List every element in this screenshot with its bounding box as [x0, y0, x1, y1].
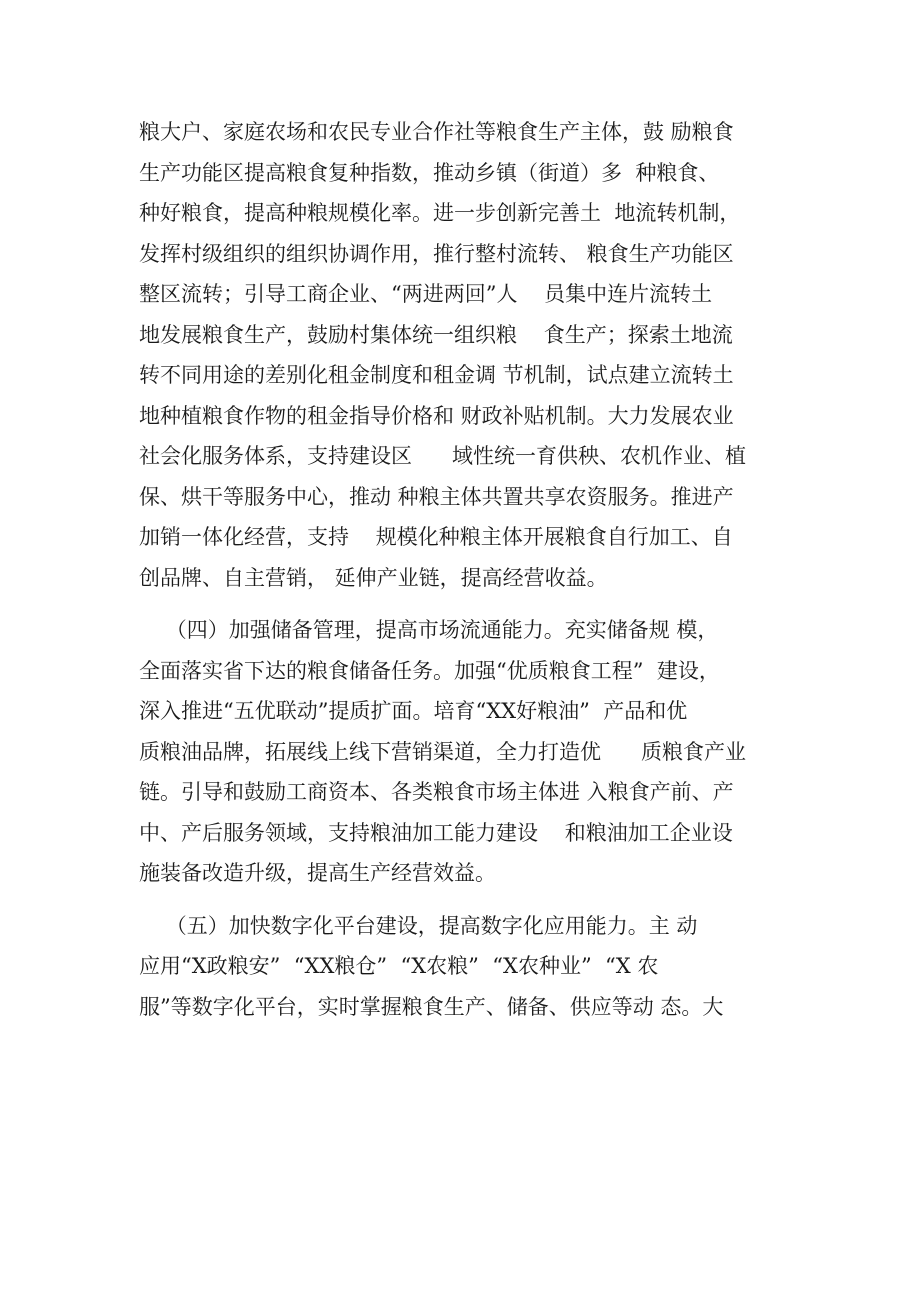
text-line: 保、烘干等服务中心，推动 种粮主体共置共享农资服务。推进产	[139, 484, 734, 509]
text-line: 地发展粮食生产，鼓励村集体统一组织粮 食生产；探索土地流	[139, 322, 733, 347]
text-line: 转不同用途的差别化租金制度和租金调 节机制，试点建立流转土	[139, 363, 734, 387]
text-line: 全面落实省下达的粮食储备任务。加强“优质粮食工程” 建设，	[139, 658, 720, 683]
text-line: 整区流转；引导工商企业、“两进两回”人 员集中连片流转土	[139, 282, 713, 306]
text-line: 粮大户、家庭农场和农民专业合作社等粮食生产主体，鼓 励粮食	[139, 120, 734, 144]
text-line: 社会化服务体系，支持建设区 域性统一育供秧、农机作业、植	[139, 444, 747, 468]
text-line: 质粮油品牌，拓展线上线下营销渠道，全力打造优 质粮食产业	[139, 739, 747, 764]
text-line: 生产功能区提高粮食复种指数，推动乡镇（街道）多 种粮食、	[139, 160, 720, 185]
text-line: 创品牌、自主营销， 延伸产业链，提高经营收益。	[139, 565, 608, 590]
document-body	[139, 112, 799, 1027]
text-line: 服”等数字化平台，实时掌握粮食生产、储备、供应等动 态。大	[139, 994, 724, 1019]
paragraph-3	[139, 906, 799, 1028]
text-line: 施装备改造升级，提高生产经营效益。	[139, 861, 496, 885]
text-line: 地种植粮食作物的租金指导价格和 财政补贴机制。大力发展农业	[139, 403, 734, 428]
text-line: 发挥村级组织的组织协调作用，推行整村流转、 粮食生产功能区	[139, 241, 734, 266]
text-line: 应用“X政粮安” “XX粮仓” “X农粮” “X农种业” “X 农	[139, 954, 659, 978]
text-line: 链。引导和鼓励工商资本、各类粮食市场主体进 入粮食产前、产	[139, 780, 734, 804]
text-line: （四）加强储备管理，提高市场流通能力。充实储备规 模，	[139, 618, 719, 642]
paragraph-2	[139, 610, 799, 894]
text-line: （五）加快数字化平台建设，提高数字化应用能力。主 动	[139, 913, 698, 938]
text-line: 加销一体化经营，支持 规模化种粮主体开展粮食自行加工、自	[139, 525, 733, 549]
paragraph-spacer	[139, 894, 799, 906]
text-line: 中、产后服务领域，支持粮油加工能力建设 和粮油加工企业设	[139, 820, 733, 845]
text-line: 种好粮食，提高种粮规模化率。进一步创新完善土 地流转机制，	[139, 201, 741, 225]
paragraph-spacer	[139, 598, 799, 610]
text-line: 深入推进“五优联动”提质扩面。培育“XX好粮油” 产品和优	[139, 699, 688, 723]
paragraph-1	[139, 112, 799, 598]
